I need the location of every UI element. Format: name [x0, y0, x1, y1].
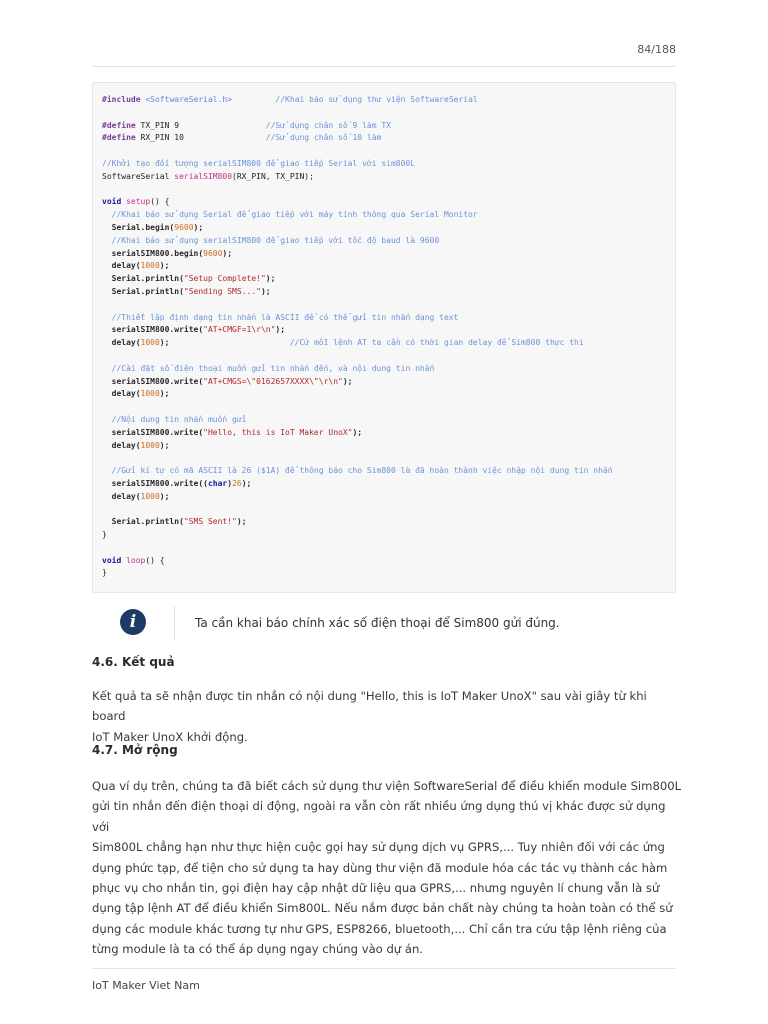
code-token: );: [222, 248, 233, 258]
code-line: [102, 516, 675, 529]
code-token: "AT+CMGF=1\r\n": [203, 325, 276, 335]
code-line: [102, 260, 675, 273]
code-token: //Khai báo sử dụng Serial để giao tiếp với máy tính thông qua Serial Monitor: [111, 210, 478, 220]
code-line: [102, 529, 675, 542]
code-token: //Khai báo sử dụng serialSIM800 để giao tiếp với tốc độ baud là 9600: [111, 235, 440, 245]
code-token: serialSIM800.write((: [102, 478, 208, 488]
code-token: ): [227, 478, 233, 488]
code-token: serialSIM800.write(: [102, 325, 204, 335]
code-line: [102, 299, 675, 312]
code-token: );: [241, 478, 252, 488]
code-token: );: [193, 222, 204, 232]
code-token: //Cài đặt số điện thoại muốn gửi tin nhắn đến, và nội dung tin nhắn: [111, 363, 435, 373]
code-token: "SMS Sent!": [183, 517, 237, 527]
code-token: }: [102, 568, 107, 578]
code-token: [102, 313, 112, 322]
code-line: [102, 567, 675, 580]
code-token: );: [236, 517, 247, 527]
code-line: [102, 171, 675, 184]
code-token: [102, 415, 112, 424]
code-token: );: [342, 376, 353, 386]
paragraph-line: phục vụ cho nhắn tin, gọi điện hay cập nhật dữ liệu qua GPRS,... nhưng nguyên lí chung vẫn là sử: [92, 881, 660, 896]
code-token: //Nội dung tin nhắn muốn gửi: [111, 414, 247, 424]
code-token: );: [159, 389, 170, 399]
code-token: "Setup Complete!": [183, 274, 266, 284]
code-token: () {: [150, 197, 170, 207]
note-text: Ta cần khai báo chính xác số điện thoại để Sim800 gửi đúng.: [195, 616, 560, 630]
note-divider: [174, 606, 175, 640]
code-token: );: [159, 261, 170, 271]
code-line: [102, 158, 675, 171]
code-line: [102, 363, 675, 376]
info-icon: i: [120, 609, 146, 635]
code-line: [102, 184, 675, 197]
code-line: [102, 209, 675, 222]
code-token: //Sử dụng chân số 10 làm: [265, 133, 382, 143]
code-line: [102, 120, 675, 133]
code-token: RX_PIN 10: [140, 133, 266, 143]
code-line: [102, 286, 675, 299]
info-note: [92, 606, 676, 640]
code-token: }: [102, 530, 107, 540]
paragraph-line: dụng tập lệnh AT để điều khiển Sim800L. Nếu nắm được bản chất này chúng ta hoàn toàn có thể sử: [92, 901, 673, 916]
code-token: delay(: [102, 261, 141, 271]
paragraph-line: Qua ví dụ trên, chúng ta đã biết cách sử dụng thư viện SoftwareSerial để điều khiển module Sim800L: [92, 779, 682, 793]
paragraph-line: gửi tin nhắn đến điện thoại di động, ngoài ra vẫn còn rất nhiều ứng dụng thú vị khác được sử dụng với: [92, 799, 666, 834]
code-token: 1000: [140, 261, 160, 271]
code-token: [169, 338, 289, 347]
code-token: serialSIM800.begin(: [102, 248, 204, 258]
code-line: [102, 555, 675, 568]
code-token: //Khai báo sử dụng thư viện SoftwareSerial: [275, 95, 478, 104]
code-line: [102, 427, 675, 440]
code-line: [102, 107, 675, 120]
code-token: Serial.println(: [102, 517, 184, 527]
code-token: <SoftwareSerial.h>: [145, 95, 233, 104]
code-line: [102, 376, 675, 389]
code-line: [102, 273, 675, 286]
paragraph-line: IoT Maker UnoX khởi động.: [92, 729, 248, 744]
page-number: 84/188: [637, 43, 676, 56]
code-token: Serial.println(: [102, 274, 184, 284]
code-token: 9600: [203, 248, 223, 258]
code-token: (RX_PIN, TX_PIN);: [232, 171, 314, 181]
code-token: );: [260, 286, 271, 296]
paragraph-line: dụng phức tạp, để tiện cho sử dụng ta hay dùng thư viện đã module hóa các tác vụ thành các hàm: [92, 860, 668, 875]
code-line: [102, 452, 675, 465]
code-token: serialSIM800.write(: [102, 376, 204, 386]
code-line: [102, 401, 675, 414]
section-heading-extension: 4.7. Mở rộng: [92, 743, 178, 757]
code-token: 1000: [140, 389, 160, 399]
code-token: );: [265, 274, 276, 284]
code-line: [102, 235, 675, 248]
code-line: [102, 196, 675, 209]
code-token: () {: [145, 555, 165, 565]
code-line: [102, 414, 675, 427]
code-token: delay(: [102, 440, 141, 450]
code-token: #include: [102, 95, 146, 104]
code-line: [102, 478, 675, 491]
code-token: serialSIM800.write(: [102, 427, 204, 437]
code-token: );: [352, 427, 363, 437]
code-line: [102, 337, 675, 350]
code-token: //Thiết lập định dạng tin nhắn là ASCII để có thể gửi tin nhắn dạng text: [111, 312, 459, 322]
code-line: [102, 350, 675, 363]
code-line: [102, 440, 675, 453]
code-token: "AT+CMGS=\"0162657XXXX\"\r\n": [203, 376, 343, 386]
section-body-extension: [92, 776, 682, 960]
section-heading-results: 4.6. Kết quả: [92, 655, 175, 669]
code-token: setup: [126, 197, 151, 207]
code-token: //Sử dụng chân số 9 làm TX: [265, 120, 391, 130]
code-line: [102, 542, 675, 555]
code-line: [102, 312, 675, 325]
code-token: #define: [102, 133, 141, 143]
header-divider: [92, 66, 676, 67]
code-token: char: [207, 478, 228, 488]
code-token: //Gửi kí tự có mã ASCII là 26 ($1A) để thông báo cho Sim800 là đã hoàn thành việc nhập nội dung tin nhắn: [111, 466, 613, 476]
code-token: //Khởi tạo đối tượng serialSIM800 để giao tiếp Serial với sim800L: [102, 158, 416, 168]
code-token: void: [102, 555, 127, 565]
code-token: );: [159, 440, 170, 450]
code-token: 9600: [174, 222, 194, 232]
paragraph-line: dụng các module khác tương tự như GPS, ESP8266, bluetooth,... Chỉ cần tra cứu tập lệnh riêng của: [92, 921, 667, 936]
code-token: serialSIM800: [174, 171, 233, 181]
code-line: [102, 465, 675, 478]
code-line: [102, 248, 675, 261]
code-line: [102, 491, 675, 504]
code-token: [102, 236, 112, 245]
code-token: TX_PIN 9: [140, 120, 266, 130]
code-token: );: [159, 491, 170, 501]
code-token: loop: [126, 555, 146, 565]
section-body-results: [92, 686, 682, 747]
code-token: [102, 466, 112, 475]
code-token: );: [159, 338, 170, 348]
paragraph-line: Sim800L chẳng hạn như thực hiện cuộc gọi hay sử dụng dịch vụ GPRS,... Tuy nhiên đối với các ứng: [92, 840, 665, 855]
code-token: [102, 210, 112, 219]
code-token: "Hello, this is IoT Maker UnoX": [203, 427, 353, 437]
code-token: #define: [102, 120, 141, 130]
code-line: [102, 222, 675, 235]
code-line: [102, 94, 675, 107]
code-line: [102, 145, 675, 158]
code-token: "Sending SMS...": [183, 286, 261, 296]
code-token: 26: [232, 478, 242, 488]
code-token: Serial.println(: [102, 286, 184, 296]
code-token: Serial.begin(: [102, 222, 175, 232]
code-line: [102, 504, 675, 517]
paragraph-line: Kết quả ta sẽ nhận được tin nhắn có nội dung "Hello, this is IoT Maker UnoX" sau vài giây từ khi board: [92, 689, 647, 724]
code-line: [102, 132, 675, 145]
code-token: delay(: [102, 338, 141, 348]
footer-divider: [92, 968, 676, 969]
code-token: void: [102, 197, 127, 207]
code-line: [102, 324, 675, 337]
footer-text: IoT Maker Viet Nam: [92, 979, 200, 992]
code-token: [232, 95, 275, 104]
code-token: );: [275, 325, 286, 335]
code-token: 1000: [140, 440, 160, 450]
code-token: delay(: [102, 491, 141, 501]
paragraph-line: từng module là ta có thể áp dụng ngay chúng vào dự án.: [92, 942, 423, 957]
code-line: [102, 388, 675, 401]
code-token: [102, 364, 112, 373]
code-token: 1000: [140, 491, 160, 501]
code-token: delay(: [102, 389, 141, 399]
code-token: SoftwareSerial: [102, 171, 175, 181]
code-token: //Cứ mỗi lệnh AT ta cần có thời gian delay để Sim800 thực thi: [289, 338, 584, 348]
code-token: 1000: [140, 338, 160, 348]
code-block: [92, 82, 676, 593]
